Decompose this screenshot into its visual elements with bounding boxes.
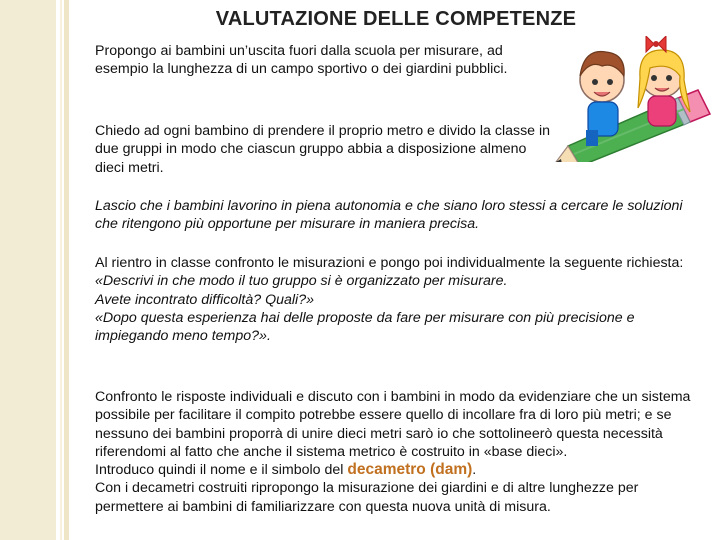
decameter-explanation: Confronto le risposte individuali e discuto con i bambini in modo da evidenziare che un sistema possibile per facilitare il compito potrebbe essere quello di incollare fra di loro più metri; e se nessuno dei bambini proporrà di unire dieci metri sarò io che sottolineerò questa necessità riferendomi al fatto che anche il sistema metrico è costruito in «base dieci».: [95, 389, 691, 460]
decameter-intro: Introduco quindi il nome e il simbolo del: [95, 462, 348, 479]
decameter-term: decametro (dam): [347, 461, 473, 479]
boy-figure: [580, 52, 624, 147]
paragraph-outing: Propongo ai bambini un’uscita fuori dalla scuola per misurare, ad esempio la lunghezza di un campo sportivo o dei giardini pubblici.: [95, 43, 508, 78]
decameter-closing: Con i decametri costruiti ripropongo la misurazione dei giardini e di altre lunghezze per permettere ai bambini di familiarizzare con questa nuova unità di misura.: [95, 480, 639, 515]
paragraph-autonomy: Lascio che i bambini lavorino in piena autonomia e che siano loro stessi a cercare le soluzioni che ritengono più opportune per misurare in maniera precisa.: [95, 198, 683, 233]
decameter-after: .: [472, 462, 477, 479]
left-decorative-band: [0, 0, 56, 540]
question-difficulties: Avete incontrato difficoltà? Quali?»: [95, 291, 314, 308]
questions-intro: Al rientro in classe confronto le misurazioni e pongo poi individualmente la seguente richiesta:: [95, 255, 684, 271]
question-proposals: «Dopo questa esperienza hai delle proposte da fare per misurare con più precisione e impiegando meno tempo?».: [95, 309, 635, 345]
slide-title: VALUTAZIONE DELLE COMPETENZE: [215, 8, 577, 30]
children-on-pencil-illustration: [550, 36, 720, 162]
question-describe: «Descrivi in che modo il tuo gruppo si è organizzato per misurare.: [95, 273, 508, 290]
decameter-intro-line: [95, 461, 695, 479]
left-decorative-stripes: [60, 0, 69, 540]
hair-bow-icon: [646, 36, 666, 52]
paragraph-questions: [95, 254, 695, 345]
paragraph-groups: Chiedo ad ogni bambino di prendere il proprio metro e divido la classe in due gruppi in modo che ciascun gruppo abbia a disposizione almeno dieci metri.: [95, 123, 551, 176]
paragraph-decameter: [95, 388, 695, 516]
